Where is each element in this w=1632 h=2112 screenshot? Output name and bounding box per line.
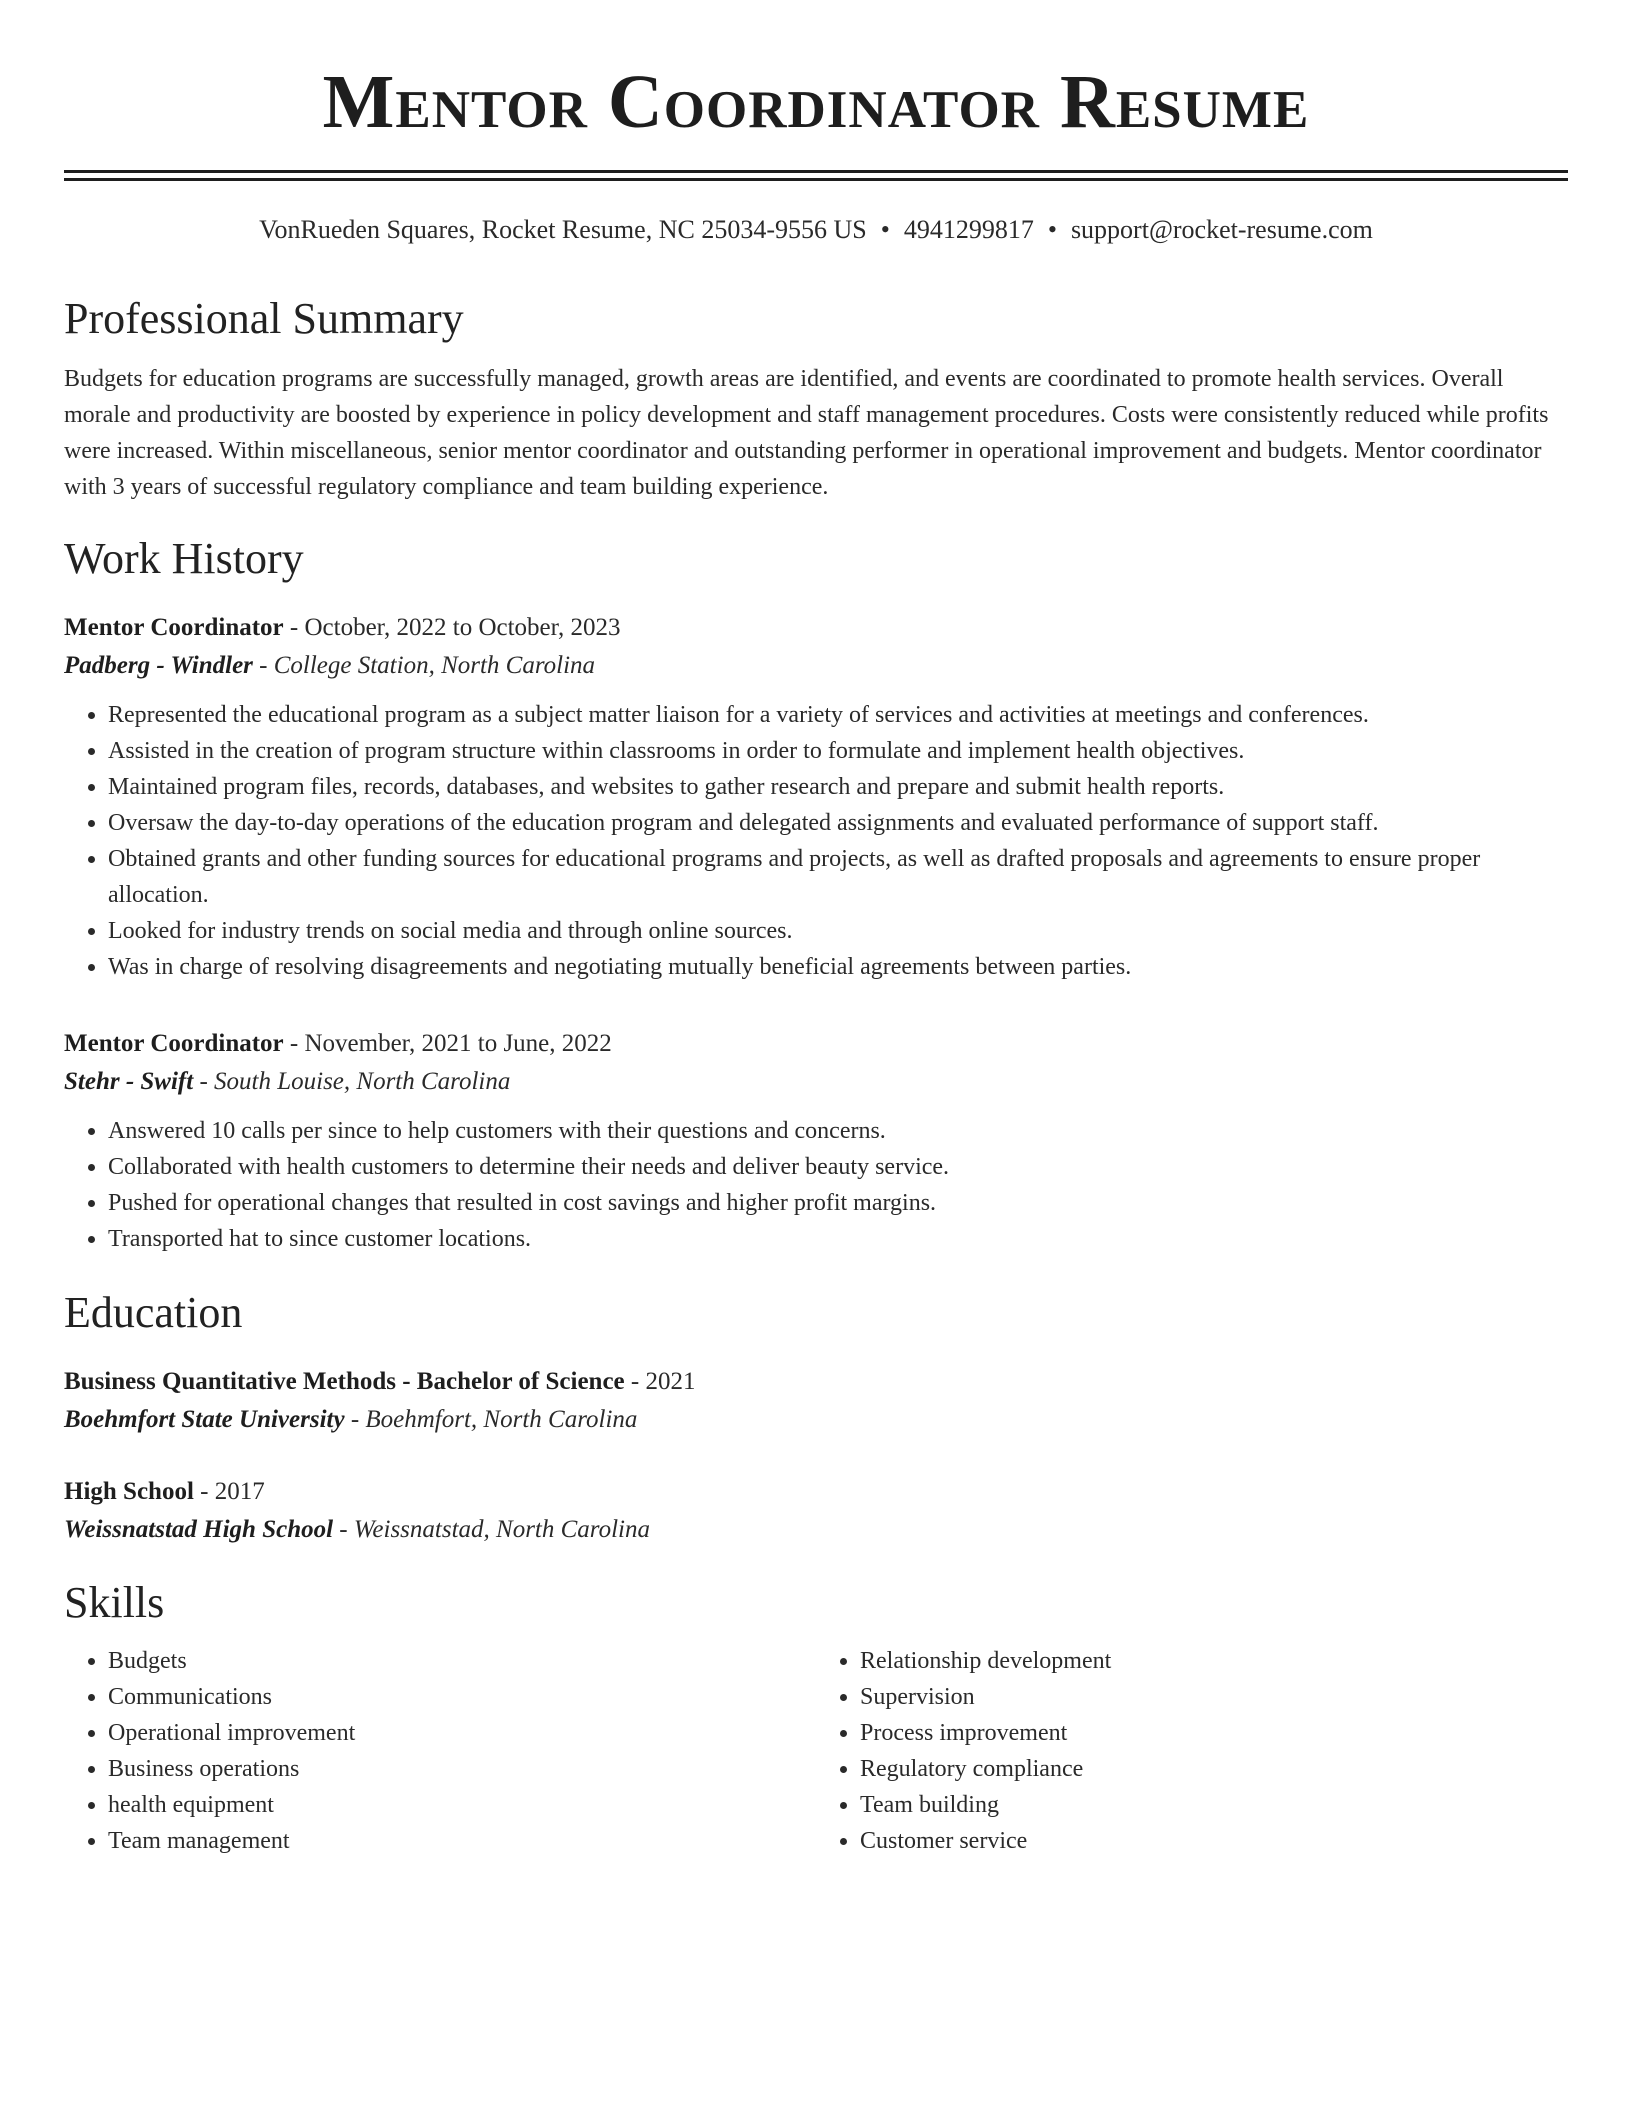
job-location: - College Station, North Carolina: [252, 652, 596, 679]
contact-address: VonRueden Squares, Rocket Resume, NC 25034-9556 US: [259, 215, 867, 244]
job-company: Stehr - Swift: [64, 1068, 194, 1095]
job-bullet: • Answered 10 calls per since to help customers with their questions and concerns.: [108, 1113, 1568, 1149]
job-bullet: • Looked for industry trends on social media and through online sources.: [108, 913, 1568, 949]
contact-separator: •: [880, 215, 890, 244]
section-heading-work-history: Work History: [64, 534, 304, 583]
job-bullet: • Pushed for operational changes that resulted in cost savings and higher profit margins.: [108, 1185, 1568, 1221]
education-school-line: [64, 1401, 1568, 1439]
skill-item: • Business operations: [108, 1751, 816, 1787]
skills-list-right: [816, 1643, 1568, 1859]
skill-item: • health equipment: [108, 1787, 816, 1823]
job-company: Padberg - Windler: [64, 652, 253, 679]
education-degree-line: [64, 1473, 1568, 1511]
job-bullet: • Represented the educational program as a subject matter liaison for a variety of services and activities at meetings and conferences.: [108, 697, 1568, 733]
education-degree: Business Quantitative Methods - Bachelor of Science: [64, 1368, 625, 1395]
education-entry: [64, 1473, 1568, 1549]
skills-section: [64, 1577, 1568, 1859]
job-bullets: [64, 1113, 1568, 1257]
education-school: Boehmfort State University: [64, 1406, 345, 1433]
skill-item: • Team management: [108, 1823, 816, 1859]
work-history-section: [64, 533, 1568, 1257]
education-year: - 2021: [624, 1368, 696, 1395]
job-bullet: • Transported hat to since customer locations.: [108, 1221, 1568, 1257]
contact-line: [64, 213, 1568, 247]
section-heading-skills: Skills: [64, 1578, 165, 1627]
skill-item: • Team building: [860, 1787, 1568, 1823]
education-degree: High School: [64, 1478, 194, 1505]
skills-list-left: [64, 1643, 816, 1859]
education-location: - Weissnatstad, North Carolina: [333, 1516, 650, 1543]
education-location: - Boehmfort, North Carolina: [344, 1406, 638, 1433]
contact-separator: •: [1047, 215, 1057, 244]
skills-columns: [64, 1643, 1568, 1859]
skill-item: • Customer service: [860, 1823, 1568, 1859]
section-heading-education: Education: [64, 1288, 243, 1337]
job-title-line: [64, 609, 1568, 647]
job-bullet: • Assisted in the creation of program structure within classrooms in order to formulate and implement health objectives.: [108, 733, 1568, 769]
skill-item: • Regulatory compliance: [860, 1751, 1568, 1787]
contact-phone: 4941299817: [903, 215, 1034, 244]
job-entry: [64, 1025, 1568, 1257]
education-entry: [64, 1363, 1568, 1439]
job-title-line: [64, 1025, 1568, 1063]
skill-item: • Process improvement: [860, 1715, 1568, 1751]
skill-item: • Supervision: [860, 1679, 1568, 1715]
skill-item: • Operational improvement: [108, 1715, 816, 1751]
education-school-line: [64, 1511, 1568, 1549]
summary-section: [64, 293, 1568, 505]
job-title: Mentor Coordinator: [64, 1030, 284, 1057]
education-section: [64, 1287, 1568, 1549]
job-bullets: [64, 697, 1568, 985]
job-company-line: [64, 647, 1568, 685]
job-title: Mentor Coordinator: [64, 614, 284, 641]
summary-text: Budgets for education programs are successfully managed, growth areas are identified, and events are coordinated to promote health services. Overall morale and productivity are boosted by experience in policy development and staff management procedures. Costs were consistently reduced while profits were increased. Within miscellaneous, senior mentor coordinator and outstanding performer in operational improvement and budgets. Mentor coordinator with 3 years of successful regulatory compliance and team building experience.: [64, 366, 1549, 500]
job-company-line: [64, 1063, 1568, 1101]
education-year: - 2017: [193, 1478, 265, 1505]
job-bullet: • Maintained program files, records, databases, and websites to gather research and prepare and submit health reports.: [108, 769, 1568, 805]
job-location: - South Louise, North Carolina: [193, 1068, 511, 1095]
job-dates: - November, 2021 to June, 2022: [283, 1030, 612, 1057]
job-bullet: • Was in charge of resolving disagreements and negotiating mutually beneficial agreements between parties.: [108, 949, 1568, 985]
job-dates: - October, 2022 to October, 2023: [283, 614, 621, 641]
job-bullet: • Oversaw the day-to-day operations of the education program and delegated assignments and evaluated performance of support staff.: [108, 805, 1568, 841]
job-entry: [64, 609, 1568, 985]
education-degree-line: [64, 1363, 1568, 1401]
skill-item: • Budgets: [108, 1643, 816, 1679]
job-bullet: • Obtained grants and other funding sources for educational programs and projects, as well as drafted proposals and agreements to ensure proper allocation.: [108, 841, 1568, 913]
contact-email: support@rocket-resume.com: [1070, 215, 1373, 244]
education-school: Weissnatstad High School: [64, 1516, 334, 1543]
job-bullet: • Collaborated with health customers to determine their needs and deliver beauty service.: [108, 1149, 1568, 1185]
page-title: Mentor Coordinator Resume: [322, 60, 1310, 144]
title-divider: [64, 170, 1568, 181]
skill-item: • Relationship development: [860, 1643, 1568, 1679]
section-heading-summary: Professional Summary: [64, 294, 464, 343]
skill-item: • Communications: [108, 1679, 816, 1715]
